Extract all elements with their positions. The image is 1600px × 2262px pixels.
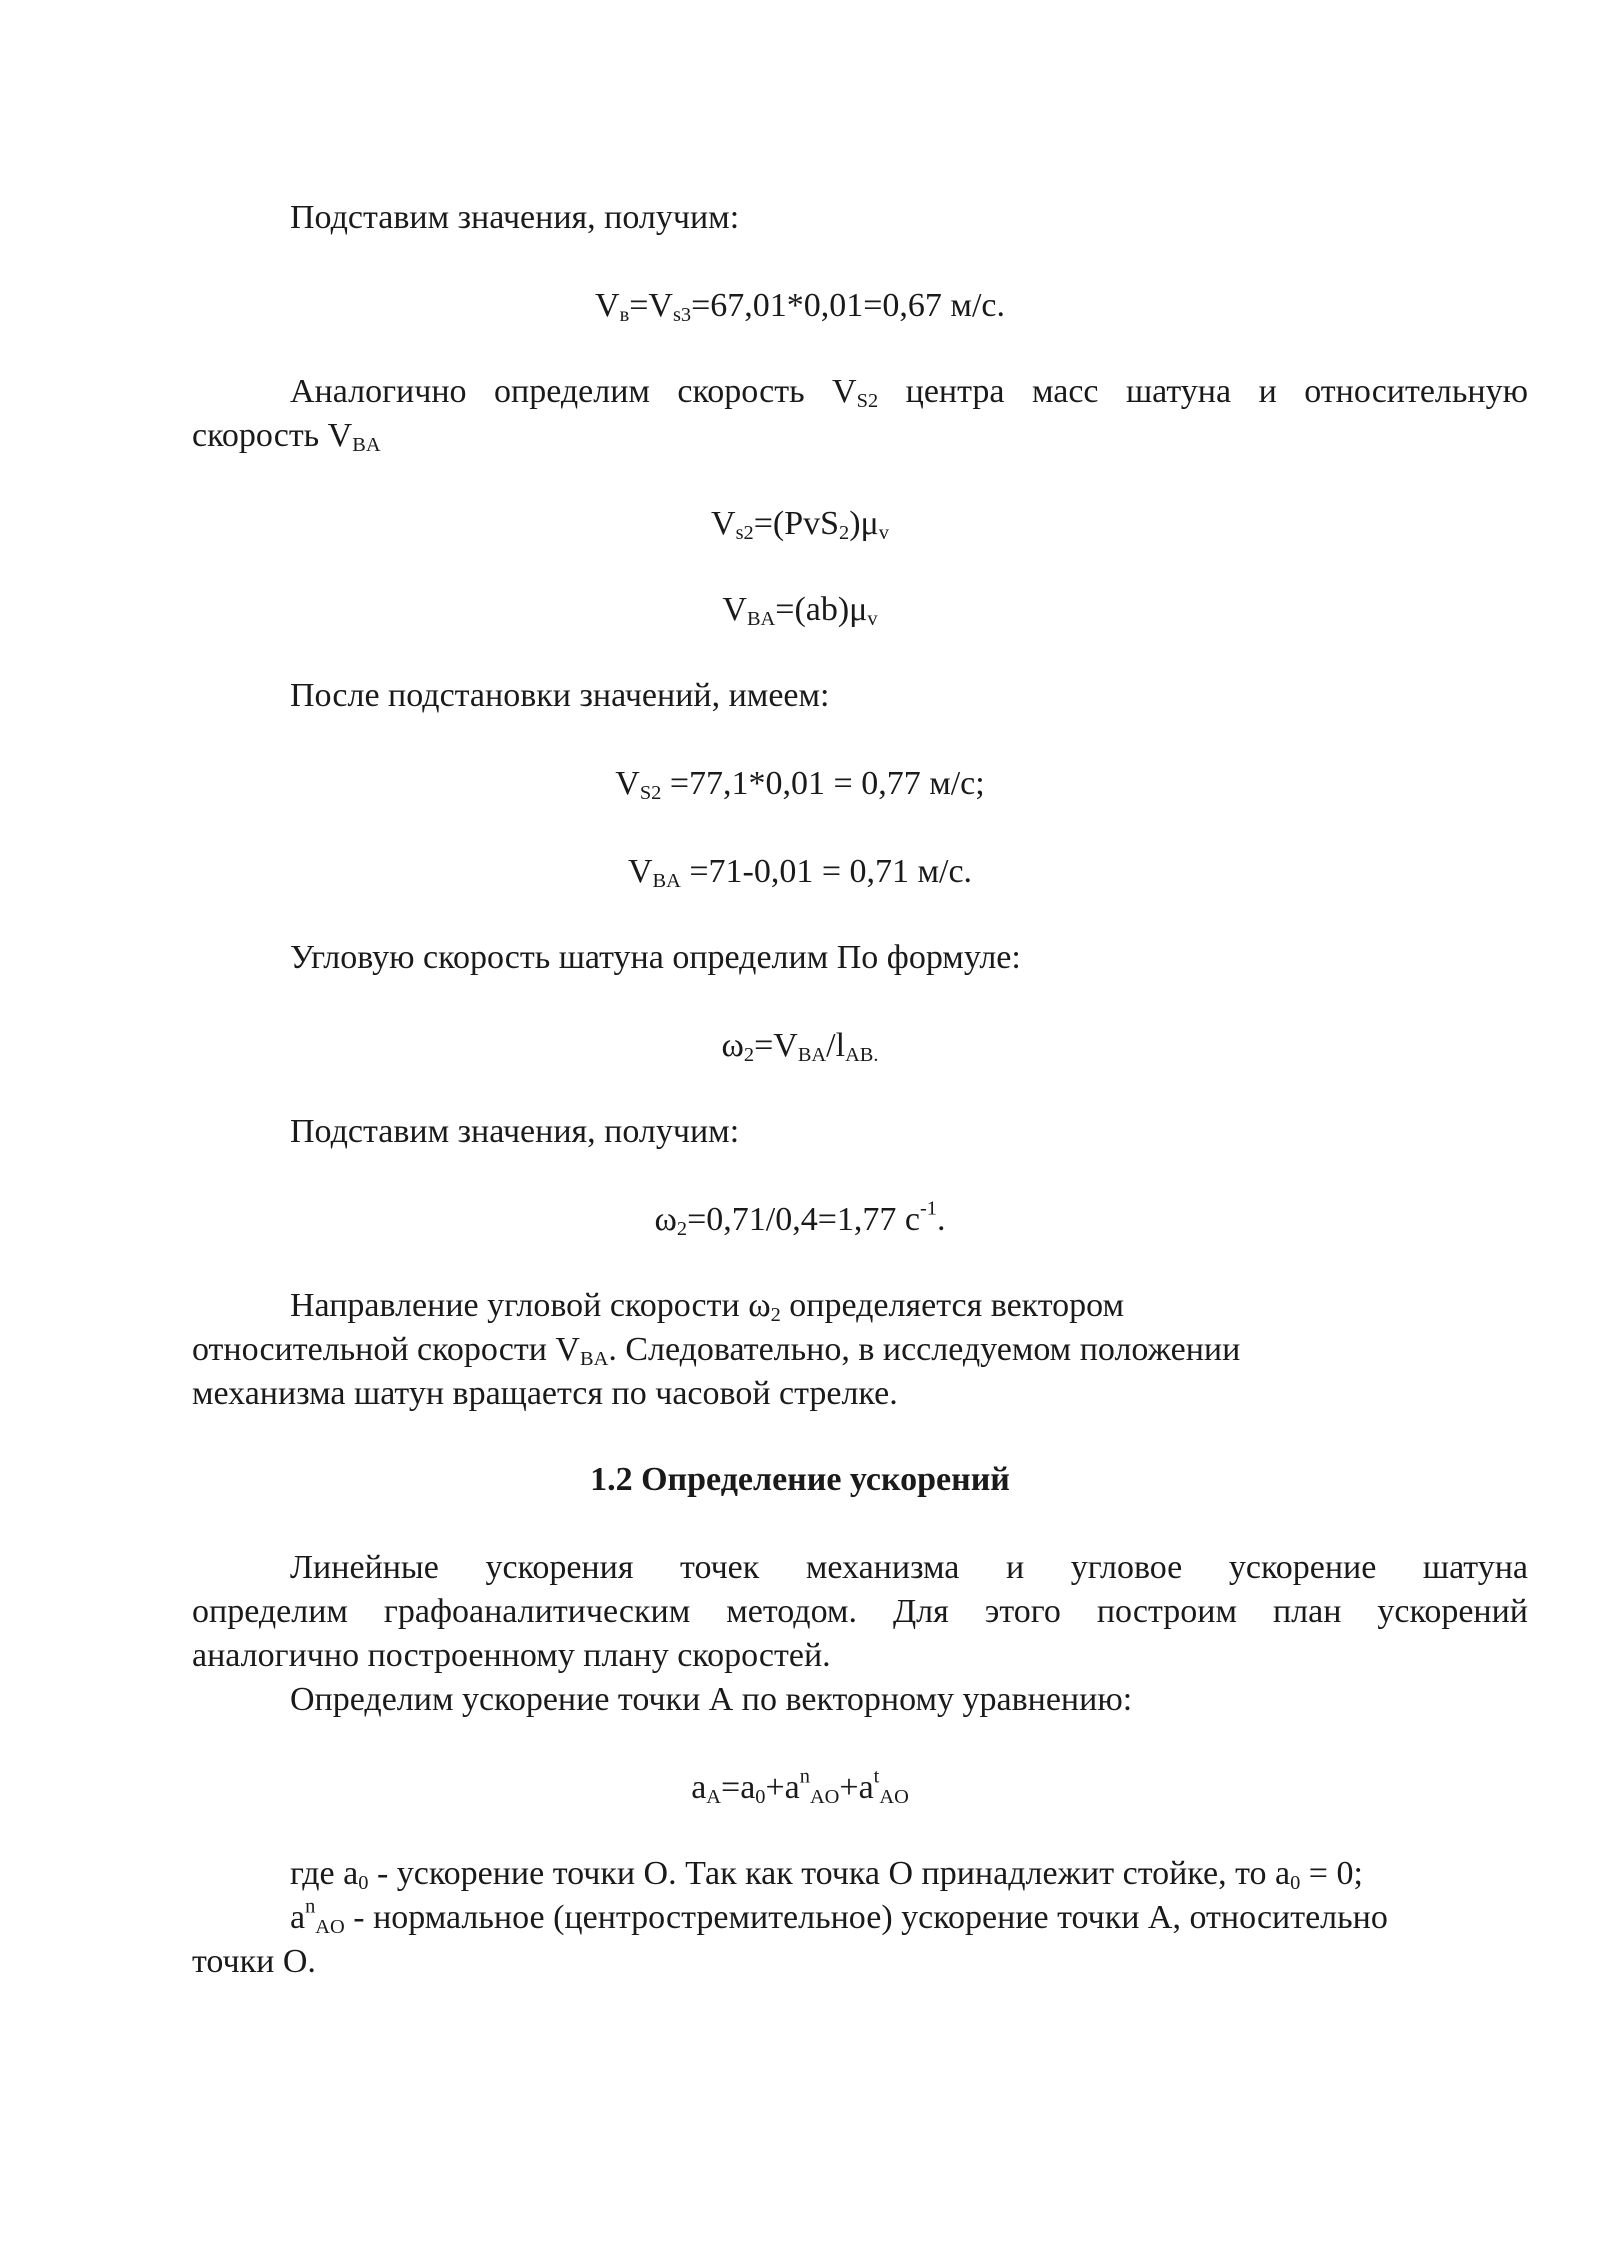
paragraph-velocity-s2-line1: Аналогично определим скорость $V_{S2}$ центра масс шатуна и относительную: [290, 373, 1528, 413]
equation-vs2-value: $V_{S2} =77,1*0,01 = 0,77$ м/с;: [615, 765, 985, 805]
paragraph-direction-line1: Направление угловой скорости $\omega_2$ определяется вектором: [290, 1287, 1125, 1327]
equation-omega-formula: $\omega_2=V_{BA}/l_{AB.}$: [721, 1027, 879, 1067]
paragraph-where-line1: где $a_0$ - ускорение точки О. Так как точка О принадлежит стойке, то $a_0 = 0$;: [290, 1855, 1363, 1895]
equation-vba-formula: $V_{BA}=(ab)\mu_v$: [722, 591, 878, 631]
paragraph-accelerations-line2: определим графоаналитическим методом. Для этого построим план ускорений: [192, 1593, 1528, 1630]
paragraph-where-line3: точки О.: [192, 1943, 316, 1980]
equation-vba-value: $V_{BA} =71-0,01 = 0,71$ м/с.: [627, 853, 973, 893]
paragraph-substitute-values: Подставим значения, получим:: [290, 199, 740, 236]
paragraph-vector-equation: Определим ускорение точки А по векторному уравнению:: [290, 1681, 1133, 1718]
paragraph-direction-line3: механизма шатун вращается по часовой стрелке.: [192, 1375, 898, 1412]
paragraph-velocity-s2-line2: скорость $V_{BA}$: [192, 417, 381, 457]
paragraph-where-line2: $a^n_{AO}$ - нормальное (центростремительное) ускорение точки А, относительно: [290, 1895, 1388, 1939]
paragraph-accelerations-line1: Линейные ускорения точек механизма и угловое ускорение шатуна: [290, 1549, 1528, 1586]
paragraph-direction-line2: относительной скорости $V_{BA}$. Следовательно, в исследуемом положении: [192, 1331, 1241, 1371]
paragraph-accelerations-line3: аналогично построенному плану скоростей.: [192, 1637, 831, 1674]
paragraph-substitute-values-2: Подставим значения, получим:: [290, 1113, 740, 1150]
section-heading: 1.2 Определение ускорений: [590, 1461, 1010, 1498]
equation-vs2-formula: $V_{s2}=(PvS_2)\mu_v$: [711, 505, 889, 545]
equation-omega-value: $\omega_2=0,71/0,4=1,77$ $с^{-1}$.: [654, 1197, 946, 1241]
equation-acceleration-a: $a_A=a_0+a^n_{AO}+a^t_{AO}$: [691, 1765, 909, 1809]
equation-velocity-b: $V_в=V_{s3}=67,01*0,01=0,67$ м/с.: [595, 287, 1005, 327]
paragraph-after-substitution: После подстановки значений, имеем:: [290, 677, 830, 714]
paragraph-angular-velocity: Угловую скорость шатуна определим По формуле:: [290, 939, 1021, 976]
